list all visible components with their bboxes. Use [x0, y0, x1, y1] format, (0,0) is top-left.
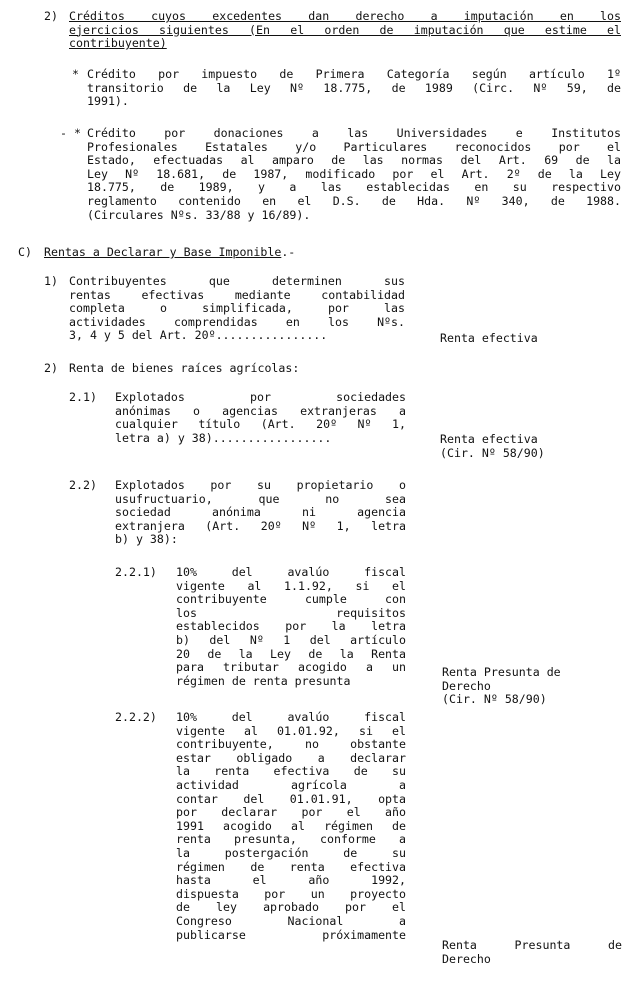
result-line: Renta efectiva — [440, 331, 538, 345]
item-line: vigente al 01.01.92, si el — [176, 723, 406, 738]
bullet-line: Crédito por impuesto de Primera Categoría según artículo 1º — [87, 67, 621, 81]
item-line: los requisitos — [176, 605, 406, 620]
section-c-letter: C) — [18, 245, 32, 259]
section-b2-title — [69, 10, 621, 51]
bullet-line: Crédito por donaciones a las Universidades e Institutos — [87, 126, 621, 140]
item-line: régimen de renta efectiva — [176, 859, 406, 874]
item-1-result — [440, 332, 538, 346]
bullet-line: Profesionales Estatales y/o Particulares reconocidos por el — [87, 139, 621, 154]
bullet-line: (Circulares Nºs. 33/88 y 16/89). — [87, 207, 311, 222]
item-line: de ley aprobado por el — [176, 900, 406, 915]
result-line: Derecho — [442, 678, 491, 693]
item-line: contribuyente, no obstante — [176, 737, 406, 752]
item-2-1-text — [115, 391, 406, 445]
item-line: por declarar por el año — [176, 805, 406, 820]
bullet-marker: * — [72, 67, 79, 81]
bullet-line: 18.775, de 1989, y a las establecidas en su respectivo — [87, 180, 621, 195]
item-line: 10% del avalúo fiscal — [176, 710, 406, 724]
item-line: contar del 01.01.91, opta — [176, 791, 406, 806]
result-line: (Cir. Nº 58/90) — [442, 692, 547, 707]
item-line: 3, 4 y 5 del Art. 20º................ — [69, 328, 328, 343]
item-2-number: 2) — [44, 361, 58, 375]
item-1-text — [69, 275, 405, 343]
title-line: contribuyente) — [69, 36, 167, 51]
item-line: anónimas o agencias extranjeras a — [115, 403, 406, 418]
item-line: usufructuario, que no sea — [115, 491, 406, 506]
section-c-title: Rentas a Declarar y Base Imponible — [44, 245, 282, 259]
section-c-title-suffix: .- — [281, 245, 296, 259]
item-line: dispuesta por un proyecto — [176, 886, 406, 901]
item-line: publicarse próximamente — [176, 927, 406, 942]
item-line: 10% del avalúo fiscal — [176, 565, 406, 579]
item-line: Congreso Nacional a — [176, 913, 406, 928]
item-line: letra a) y 38)................. — [115, 430, 332, 445]
result-line: Renta efectiva — [440, 432, 538, 446]
item-line: extranjera (Art. 20º Nº 1, letra — [115, 518, 406, 533]
item-2-2-number: 2.2) — [69, 478, 97, 492]
item-line: rentas efectivas mediante contabilidad — [69, 287, 405, 302]
bullet-credit-donaciones — [87, 127, 621, 222]
item-line: b) del Nº 1 del artículo — [176, 632, 406, 647]
item-line: para tributar acogido a un — [176, 660, 406, 675]
item-line: hasta el año 1992, — [176, 873, 406, 888]
item-line: régimen de renta presunta — [176, 673, 351, 688]
item-2-1-result — [440, 433, 545, 460]
title-line: Créditos cuyos excedentes dan derecho a imputación en los — [69, 9, 621, 23]
result-line: Renta Presunta de — [442, 938, 622, 952]
bullet-marker: - * — [60, 126, 81, 140]
item-line: la postergación de su — [176, 845, 406, 860]
item-line: 1991 acogido al régimen de — [176, 818, 406, 833]
item-line: 20 de la Ley de la Renta — [176, 646, 406, 661]
item-2-2-1-text — [176, 566, 406, 688]
item-2-text: Renta de bienes raíces agrícolas: — [69, 361, 300, 375]
item-2-2-2-text — [176, 711, 406, 942]
section-c-heading — [44, 246, 295, 260]
item-2-2-1-number: 2.2.1) — [115, 565, 157, 579]
bullet-line: transitorio de la Ley Nº 18.775, de 1989 (Circ. Nº 59, de — [87, 80, 621, 95]
item-line: actividad agrícola a — [176, 777, 406, 792]
item-line: la renta efectiva de su — [176, 764, 406, 779]
item-line: estar obligado a declarar — [176, 750, 406, 765]
section-b2-number: 2) — [44, 9, 58, 23]
bullet-line: 1991). — [87, 94, 129, 109]
item-2-2-2-number: 2.2.2) — [115, 710, 157, 724]
item-2-1-number: 2.1) — [69, 390, 97, 404]
item-line: completa o simplificada, por las — [69, 301, 405, 316]
item-line: renta presunta, conforme a — [176, 832, 406, 847]
item-2-2-1-result — [442, 666, 561, 707]
item-line: actividades comprendidas en los Nºs. — [69, 314, 405, 329]
item-line: contribuyente cumple con — [176, 592, 406, 607]
result-line: Renta Presunta de — [442, 665, 561, 679]
result-line: (Cir. Nº 58/90) — [440, 445, 545, 460]
item-line: b) y 38): — [115, 532, 178, 547]
bullet-line: Ley Nº 18.681, de 1987, modificado por el Art. 2º de la Ley — [87, 166, 621, 181]
title-line: ejercicios siguientes (En el orden de imputación que estime el — [69, 22, 621, 37]
bullet-credit-primera-categoria — [87, 68, 621, 109]
item-line: cualquier título (Art. 20º Nº 1, — [115, 417, 406, 432]
item-2-2-text — [115, 479, 406, 547]
result-line: Derecho — [442, 951, 491, 966]
item-line: vigente al 1.1.92, si el — [176, 578, 406, 593]
item-line: Contribuyentes que determinen sus — [69, 274, 405, 288]
bullet-line: Estado, efectuadas al amparo de las normas del Art. 69 de la — [87, 153, 621, 168]
item-line: Explotados por sociedades — [115, 390, 406, 404]
item-line: Explotados por su propietario o — [115, 478, 406, 492]
item-line: sociedad anónima ni agencia — [115, 505, 406, 520]
item-2-2-2-result — [442, 939, 622, 966]
bullet-line: reglamento contenido en el D.S. de Hda. Nº 340, de 1988. — [87, 193, 621, 208]
item-1-number: 1) — [44, 274, 58, 288]
item-line: establecidos por la letra — [176, 619, 406, 634]
